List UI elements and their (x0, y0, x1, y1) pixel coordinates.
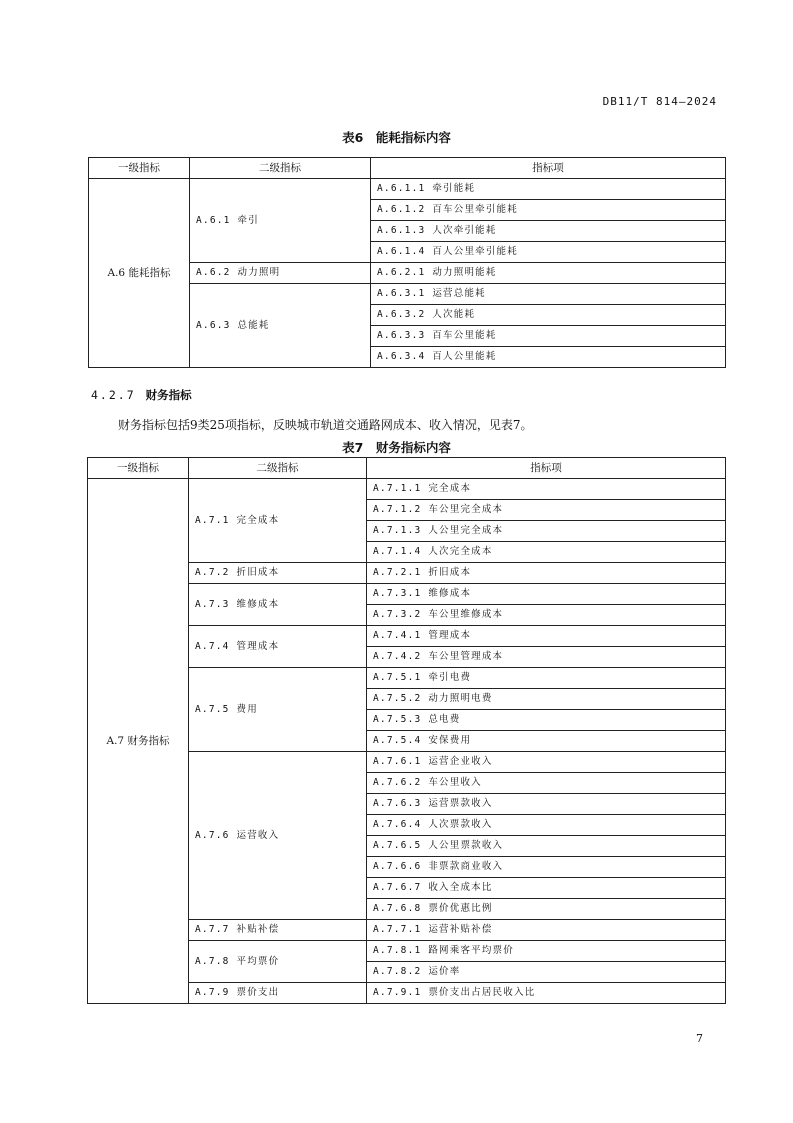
level2-indicator: A.7.3 维修成本 (189, 584, 367, 626)
indicator-item: A.7.6.3 运营票款收入 (367, 794, 726, 815)
level2-indicator: A.6.2 动力照明 (190, 263, 371, 284)
level2-indicator: A.7.1 完全成本 (189, 479, 367, 563)
indicator-item: A.6.1.1 牵引能耗 (371, 179, 726, 200)
indicator-item: A.6.1.3 人次牵引能耗 (371, 221, 726, 242)
column-header: 指标项 (367, 458, 726, 479)
indicator-item: A.6.3.1 运营总能耗 (371, 284, 726, 305)
level2-indicator: A.7.8 平均票价 (189, 941, 367, 983)
column-header: 指标项 (371, 158, 726, 179)
table-row (88, 479, 726, 500)
indicator-item: A.7.6.8 票价优惠比例 (367, 899, 726, 920)
level1-indicator: A.7 财务指标 (88, 479, 189, 1004)
table6 (88, 157, 726, 368)
section-title: 财务指标 (145, 388, 192, 402)
level2-indicator: A.6.3 总能耗 (190, 284, 371, 368)
indicator-item: A.7.1.1 完全成本 (367, 479, 726, 500)
body-paragraph: 财务指标包括9类25项指标，反映城市轨道交通路网成本、收入情况，见表7。 (118, 418, 533, 432)
level2-indicator: A.7.7 补贴补偿 (189, 920, 367, 941)
level2-indicator: A.7.9 票价支出 (189, 983, 367, 1004)
indicator-item: A.7.8.2 运价率 (367, 962, 726, 983)
indicator-item: A.7.4.2 车公里管理成本 (367, 647, 726, 668)
indicator-item: A.7.5.1 牵引电费 (367, 668, 726, 689)
indicator-item: A.6.1.2 百车公里牵引能耗 (371, 200, 726, 221)
indicator-item: A.7.9.1 票价支出占居民收入比 (367, 983, 726, 1004)
table6-caption: 表6 能耗指标内容 (342, 130, 451, 145)
indicator-item: A.6.3.4 百人公里能耗 (371, 347, 726, 368)
level2-indicator: A.7.5 费用 (189, 668, 367, 752)
level2-indicator: A.6.1 牵引 (190, 179, 371, 263)
indicator-item: A.7.6.4 人次票款收入 (367, 815, 726, 836)
indicator-item: A.6.2.1 动力照明能耗 (371, 263, 726, 284)
table7-caption: 表7 财务指标内容 (342, 440, 451, 455)
column-header: 二级指标 (190, 158, 371, 179)
column-header: 一级指标 (88, 458, 189, 479)
indicator-item: A.7.6.1 运营企业收入 (367, 752, 726, 773)
indicator-item: A.7.5.3 总电费 (367, 710, 726, 731)
indicator-item: A.7.5.2 动力照明电费 (367, 689, 726, 710)
indicator-item: A.6.1.4 百人公里牵引能耗 (371, 242, 726, 263)
document-id: DB11/T 814—2024 (602, 95, 717, 108)
indicator-item: A.7.5.4 安保费用 (367, 731, 726, 752)
indicator-item: A.7.7.1 运营补贴补偿 (367, 920, 726, 941)
indicator-item: A.7.6.5 人公里票款收入 (367, 836, 726, 857)
level2-indicator: A.7.6 运营收入 (189, 752, 367, 920)
indicator-item: A.7.1.2 车公里完全成本 (367, 500, 726, 521)
indicator-item: A.7.3.2 车公里维修成本 (367, 605, 726, 626)
indicator-item: A.7.8.1 路网乘客平均票价 (367, 941, 726, 962)
indicator-item: A.7.3.1 维修成本 (367, 584, 726, 605)
table-row (89, 179, 726, 200)
table7 (87, 457, 726, 1004)
indicator-item: A.6.3.2 人次能耗 (371, 305, 726, 326)
indicator-item: A.7.1.3 人公里完全成本 (367, 521, 726, 542)
indicator-item: A.6.3.3 百车公里能耗 (371, 326, 726, 347)
indicator-item: A.7.6.6 非票款商业收入 (367, 857, 726, 878)
column-header: 一级指标 (89, 158, 190, 179)
section-number: 4.2.7 (91, 388, 136, 402)
page-number: 7 (696, 1032, 703, 1045)
indicator-item: A.7.1.4 人次完全成本 (367, 542, 726, 563)
header-row (89, 158, 726, 179)
indicator-item: A.7.4.1 管理成本 (367, 626, 726, 647)
column-header: 二级指标 (189, 458, 367, 479)
level1-indicator: A.6 能耗指标 (89, 179, 190, 368)
indicator-item: A.7.6.7 收入全成本比 (367, 878, 726, 899)
section-heading (91, 387, 192, 403)
indicator-item: A.7.6.2 车公里收入 (367, 773, 726, 794)
indicator-item: A.7.2.1 折旧成本 (367, 563, 726, 584)
header-row (88, 458, 726, 479)
level2-indicator: A.7.4 管理成本 (189, 626, 367, 668)
level2-indicator: A.7.2 折旧成本 (189, 563, 367, 584)
